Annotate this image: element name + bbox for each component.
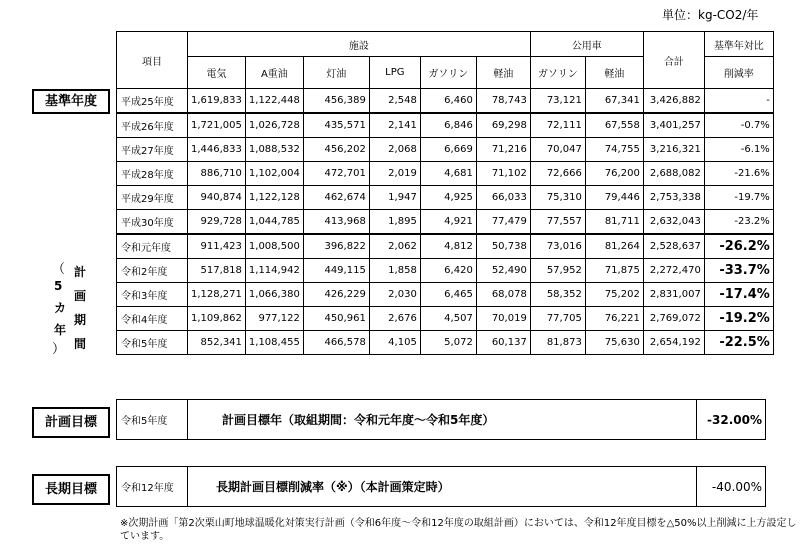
row-value: 73,016: [530, 234, 585, 259]
period-char-3: 年: [54, 323, 67, 337]
row-value: 396,822: [303, 234, 369, 259]
row-value: 2,831,007: [643, 283, 704, 307]
row-value: 72,666: [530, 162, 585, 186]
table-row: [117, 113, 774, 138]
row-value: 2,676: [369, 307, 420, 331]
row-value: 71,216: [476, 138, 530, 162]
row-reduction-rate: -6.1%: [704, 138, 773, 162]
row-value: 1,619,833: [188, 89, 246, 114]
row-value: 886,710: [188, 162, 246, 186]
long-target-year: 令和12年度: [117, 467, 188, 507]
plan-period-label: [48, 258, 87, 357]
row-year: 平成27年度: [117, 138, 188, 162]
col-kerosene: 灯油: [303, 57, 369, 89]
row-year: 平成29年度: [117, 186, 188, 210]
row-value: 72,111: [530, 113, 585, 138]
row-value: 940,874: [188, 186, 246, 210]
row-value: 1,066,380: [245, 283, 303, 307]
row-value: 977,122: [245, 307, 303, 331]
col-vehicle-diesel: 軽油: [585, 57, 643, 89]
row-value: 4,507: [420, 307, 476, 331]
table-row: [117, 138, 774, 162]
row-value: 73,121: [530, 89, 585, 114]
row-value: 1,109,862: [188, 307, 246, 331]
row-value: 456,202: [303, 138, 369, 162]
row-value: 517,818: [188, 259, 246, 283]
row-value: 929,728: [188, 210, 246, 235]
row-reduction-rate: -19.7%: [704, 186, 773, 210]
header-ratio-bottom: 削減率: [704, 57, 773, 89]
long-target-text: 長期計画目標削減率（※）（本計画策定時）: [188, 467, 697, 507]
row-year: 令和3年度: [117, 283, 188, 307]
row-value: 75,310: [530, 186, 585, 210]
row-value: 1,026,728: [245, 113, 303, 138]
plan-target-row: [116, 399, 766, 440]
long-target-label: 長期目標: [32, 474, 110, 505]
table-row: [117, 283, 774, 307]
table-row: [117, 307, 774, 331]
col-lpg: LPG: [369, 57, 420, 89]
row-value: 75,202: [585, 283, 643, 307]
row-value: 2,688,082: [643, 162, 704, 186]
row-value: 1,088,532: [245, 138, 303, 162]
row-value: 58,352: [530, 283, 585, 307]
row-value: 78,743: [476, 89, 530, 114]
period-char-1: 5: [54, 279, 63, 293]
row-year: 令和4年度: [117, 307, 188, 331]
row-value: 852,341: [188, 331, 246, 355]
row-value: 66,033: [476, 186, 530, 210]
row-value: 52,490: [476, 259, 530, 283]
col-gasoline: ガソリン: [420, 57, 476, 89]
row-reduction-rate: -21.6%: [704, 162, 773, 186]
row-value: 1,721,005: [188, 113, 246, 138]
row-year: 平成26年度: [117, 113, 188, 138]
table-row: [117, 210, 774, 235]
row-value: 70,047: [530, 138, 585, 162]
row-value: 4,925: [420, 186, 476, 210]
row-value: 2,068: [369, 138, 420, 162]
table-row: [117, 162, 774, 186]
row-value: 81,873: [530, 331, 585, 355]
row-reduction-rate: -0.7%: [704, 113, 773, 138]
row-value: 70,019: [476, 307, 530, 331]
emissions-table: [116, 31, 774, 355]
row-value: 6,465: [420, 283, 476, 307]
row-value: 3,401,257: [643, 113, 704, 138]
col-diesel: 軽油: [476, 57, 530, 89]
col-a-heavy-oil: A重油: [245, 57, 303, 89]
row-value: 75,630: [585, 331, 643, 355]
row-reduction-rate: -26.2%: [704, 234, 773, 259]
row-value: 1,858: [369, 259, 420, 283]
table-row: [117, 259, 774, 283]
row-value: 1,114,942: [245, 259, 303, 283]
paren-close: ）: [52, 342, 66, 357]
row-reduction-rate: -: [704, 89, 773, 114]
row-reduction-rate: -22.5%: [704, 331, 773, 355]
table-row: [117, 331, 774, 355]
row-value: 77,705: [530, 307, 585, 331]
plan-char-2: 画: [74, 289, 87, 303]
row-value: 4,921: [420, 210, 476, 235]
row-value: 1,008,500: [245, 234, 303, 259]
row-value: 57,952: [530, 259, 585, 283]
table-row: [117, 186, 774, 210]
row-value: 1,044,785: [245, 210, 303, 235]
row-value: 2,528,637: [643, 234, 704, 259]
row-value: 2,632,043: [643, 210, 704, 235]
row-reduction-rate: -17.4%: [704, 283, 773, 307]
table-row: [117, 89, 774, 114]
footnote: ※次期計画「第2次栗山町地球温暖化対策実行計画（令和6年度～令和12年度の取組計画）においては、令和12年度目標を△50%以上削減に上方設定しています。: [120, 518, 797, 542]
row-value: 2,030: [369, 283, 420, 307]
header-item: 項目: [117, 32, 188, 89]
row-value: 81,711: [585, 210, 643, 235]
row-year: 令和5年度: [117, 331, 188, 355]
row-value: 466,578: [303, 331, 369, 355]
plan-target-text: 計画目標年（取組期間：令和元年度～令和5年度）: [188, 400, 697, 440]
row-value: 4,105: [369, 331, 420, 355]
row-value: 67,341: [585, 89, 643, 114]
row-value: 456,389: [303, 89, 369, 114]
row-value: 74,755: [585, 138, 643, 162]
row-value: 2,062: [369, 234, 420, 259]
row-year: 令和2年度: [117, 259, 188, 283]
paren-open: （: [52, 262, 66, 277]
row-value: 462,674: [303, 186, 369, 210]
plan-char-1: 計: [74, 265, 87, 279]
row-value: 79,446: [585, 186, 643, 210]
row-value: 2,019: [369, 162, 420, 186]
plan-target-year: 令和5年度: [117, 400, 188, 440]
row-year: 平成30年度: [117, 210, 188, 235]
header-total: 合計: [643, 32, 704, 89]
plan-target-label: 計画目標: [32, 407, 110, 438]
row-value: 1,128,271: [188, 283, 246, 307]
row-reduction-rate: -23.2%: [704, 210, 773, 235]
row-value: 1,446,833: [188, 138, 246, 162]
long-target-row: [116, 466, 766, 507]
row-value: 2,141: [369, 113, 420, 138]
row-value: 413,968: [303, 210, 369, 235]
row-value: 77,479: [476, 210, 530, 235]
row-value: 450,961: [303, 307, 369, 331]
row-value: 1,947: [369, 186, 420, 210]
row-value: 426,229: [303, 283, 369, 307]
row-value: 2,769,072: [643, 307, 704, 331]
row-value: 1,108,455: [245, 331, 303, 355]
row-value: 71,102: [476, 162, 530, 186]
header-ratio-top: 基準年対比: [704, 32, 773, 57]
row-value: 911,423: [188, 234, 246, 259]
baseline-label: 基準年度: [32, 89, 110, 114]
row-value: 77,557: [530, 210, 585, 235]
row-value: 472,701: [303, 162, 369, 186]
row-value: 4,812: [420, 234, 476, 259]
plan-target-rate: -32.00%: [697, 400, 766, 440]
row-value: 76,221: [585, 307, 643, 331]
unit-label: 単位：kg-CO2/年: [662, 8, 759, 22]
row-value: 3,216,321: [643, 138, 704, 162]
table-row: [117, 234, 774, 259]
row-value: 435,571: [303, 113, 369, 138]
row-year: 平成25年度: [117, 89, 188, 114]
row-value: 81,264: [585, 234, 643, 259]
row-value: 68,078: [476, 283, 530, 307]
row-value: 67,558: [585, 113, 643, 138]
plan-char-3: 期: [74, 313, 87, 327]
row-value: 6,420: [420, 259, 476, 283]
row-year: 平成28年度: [117, 162, 188, 186]
row-value: 1,122,448: [245, 89, 303, 114]
row-value: 2,654,192: [643, 331, 704, 355]
row-value: 6,846: [420, 113, 476, 138]
row-value: 2,753,338: [643, 186, 704, 210]
row-value: 1,122,128: [245, 186, 303, 210]
period-char-2: カ: [54, 301, 67, 315]
row-value: 5,072: [420, 331, 476, 355]
row-year: 令和元年度: [117, 234, 188, 259]
row-value: 2,548: [369, 89, 420, 114]
row-reduction-rate: -19.2%: [704, 307, 773, 331]
long-target-rate: -40.00%: [697, 467, 766, 507]
col-electricity: 電気: [188, 57, 246, 89]
row-value: 4,681: [420, 162, 476, 186]
row-value: 1,102,004: [245, 162, 303, 186]
row-value: 60,137: [476, 331, 530, 355]
row-value: 76,200: [585, 162, 643, 186]
header-facility: 施設: [188, 32, 531, 57]
col-vehicle-gasoline: ガソリン: [530, 57, 585, 89]
row-value: 2,272,470: [643, 259, 704, 283]
row-value: 1,895: [369, 210, 420, 235]
row-value: 50,738: [476, 234, 530, 259]
row-value: 6,669: [420, 138, 476, 162]
row-value: 3,426,882: [643, 89, 704, 114]
plan-char-4: 間: [74, 337, 87, 351]
row-value: 71,875: [585, 259, 643, 283]
row-value: 69,298: [476, 113, 530, 138]
header-vehicle: 公用車: [530, 32, 643, 57]
row-reduction-rate: -33.7%: [704, 259, 773, 283]
row-value: 449,115: [303, 259, 369, 283]
row-value: 6,460: [420, 89, 476, 114]
